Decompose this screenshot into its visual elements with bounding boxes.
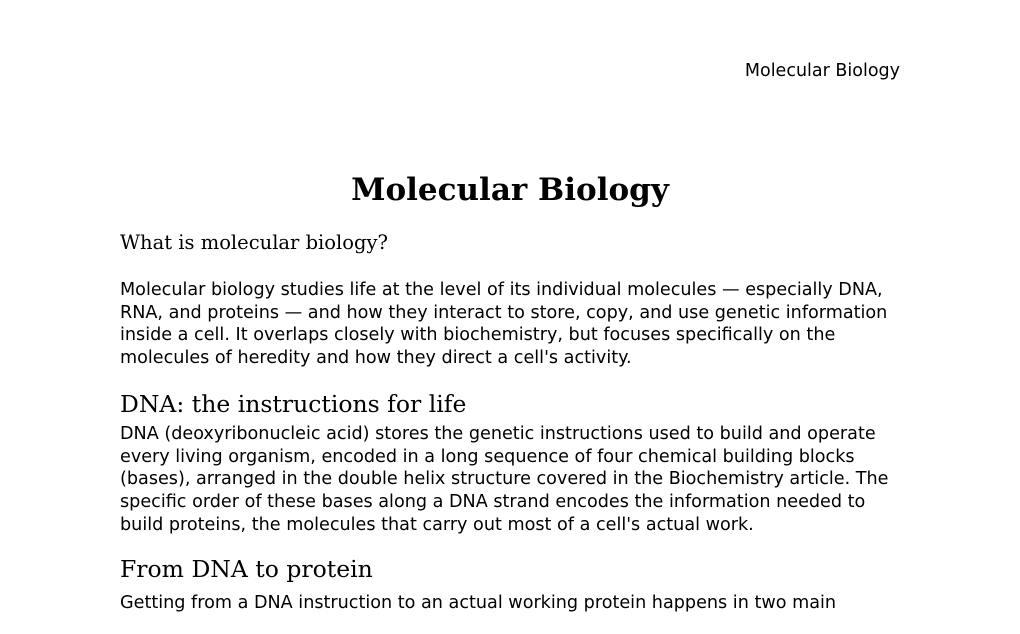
section-paragraph-dna-to-protein: Getting from a DNA instruction to an actual working protein happens in two main xyxy=(120,593,837,614)
running-header: Molecular Biology xyxy=(744,61,900,81)
section-heading-dna-to-protein: From DNA to protein xyxy=(120,555,373,584)
article-body xyxy=(120,170,900,615)
intro-paragraph: Molecular biology studies life at the level of its individual molecules — especially DNA, RNA, and proteins — and how they interact to store, copy, and use genetic information inside a cell. It overlaps closely with biochemistry, but focuses specifically on the molecules of heredity and how they direct a cell's activity. xyxy=(120,280,888,369)
page-title: Molecular Biology xyxy=(351,172,669,208)
article-question: What is molecular biology? xyxy=(120,231,388,254)
section-paragraph-dna: DNA (deoxyribonucleic acid) stores the genetic instructions used to build and operate every living organism, encoded in a long sequence of four chemical building blocks (bases), arranged in the double helix structure covered in the Biochemistry article. The specific order of these bases along a DNA strand encodes the information needed to build proteins, the molecules that carry out most of a cell's actual work. xyxy=(120,423,889,535)
section-heading-dna: DNA: the instructions for life xyxy=(120,389,467,418)
